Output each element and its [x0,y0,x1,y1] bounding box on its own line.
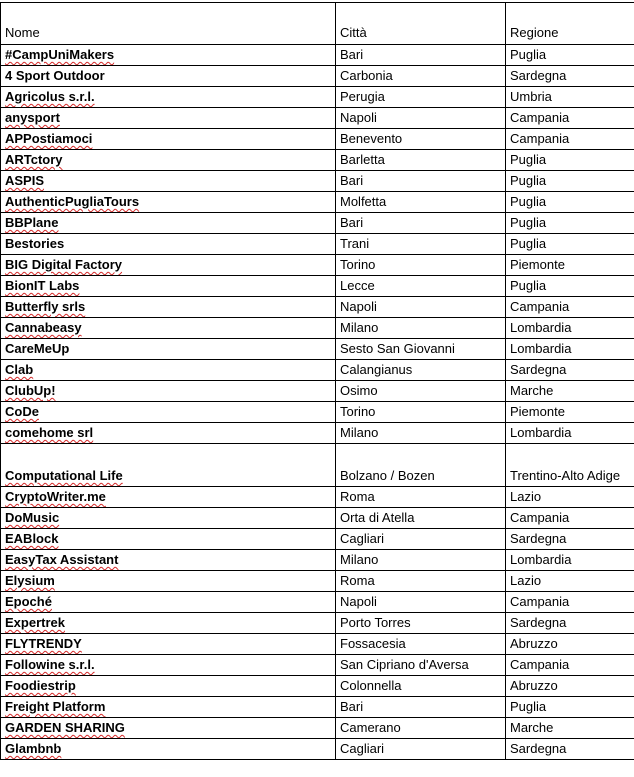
nome-text: 4 Sport Outdoor [5,68,105,83]
nome-text: BBPlane [5,215,59,230]
cell-regione: Sardegna [506,739,634,760]
nome-text: FLYTRENDY [5,636,82,651]
cell-nome [1,613,336,634]
cell-regione: Sardegna [506,613,634,634]
cell-regione: Campania [506,108,634,129]
cell-nome [1,571,336,592]
table-row [1,255,634,276]
cell-regione: Campania [506,297,634,318]
nome-text: AuthenticPugliaTours [5,194,140,209]
cell-citta: Bari [336,213,506,234]
table-row [1,697,634,718]
cell-citta: Carbonia [336,66,506,87]
cell-citta: Molfetta [336,192,506,213]
cell-citta: Benevento [336,129,506,150]
nome-text: Glambnb [5,741,62,756]
header-row [1,3,634,45]
cell-nome [1,45,336,66]
cell-citta: Milano [336,550,506,571]
cell-citta: Fossacesia [336,634,506,655]
cell-citta: Cagliari [336,529,506,550]
cell-regione: Puglia [506,234,634,255]
nome-text: Bestories [5,236,65,251]
cell-citta: Bari [336,45,506,66]
header-regione: Regione [506,3,634,45]
nome-text: ASPIS [5,173,45,188]
nome-text: EasyTax Assistant [5,552,119,567]
cell-regione: Lombardia [506,550,634,571]
cell-citta: Cagliari [336,739,506,760]
table-row [1,171,634,192]
table-row [1,676,634,697]
cell-citta: Torino [336,402,506,423]
cell-nome [1,234,336,255]
cell-nome [1,87,336,108]
table-row [1,739,634,760]
nome-text: Foodiestrip [5,678,76,693]
table-row [1,87,634,108]
table-row [1,297,634,318]
cell-citta: Orta di Atella [336,508,506,529]
cell-nome [1,318,336,339]
cell-nome [1,213,336,234]
cell-citta: Calangianus [336,360,506,381]
nome-text: GARDEN SHARING [5,720,125,735]
cell-nome [1,487,336,508]
cell-nome [1,402,336,423]
table-row [1,276,634,297]
cell-citta: Sesto San Giovanni [336,339,506,360]
table-row [1,529,634,550]
nome-text: comehome srl [5,425,94,440]
cell-citta: Perugia [336,87,506,108]
cell-nome [1,508,336,529]
cell-regione: Trentino-Alto Adige [506,444,634,487]
cell-nome [1,297,336,318]
table-row [1,381,634,402]
cell-regione: Lombardia [506,318,634,339]
cell-regione: Lombardia [506,423,634,444]
table-row [1,487,634,508]
nome-text: CareMeUp [5,341,70,356]
cell-regione: Piemonte [506,402,634,423]
cell-nome [1,718,336,739]
cell-nome [1,381,336,402]
cell-nome [1,697,336,718]
nome-text: Cannabeasy [5,320,82,335]
cell-regione: Sardegna [506,360,634,381]
cell-nome [1,360,336,381]
cell-nome [1,276,336,297]
cell-regione: Campania [506,508,634,529]
cell-nome [1,550,336,571]
cell-citta: Trani [336,234,506,255]
cell-regione: Sardegna [506,529,634,550]
table-row [1,339,634,360]
nome-text: Agricolus s.r.l. [5,89,95,104]
table-row [1,444,634,487]
nome-text: BIG Digital Factory [5,257,123,272]
cell-regione: Sardegna [506,66,634,87]
table-row [1,571,634,592]
nome-text: ClubUp! [5,383,56,398]
cell-nome [1,592,336,613]
header-citta: Città [336,3,506,45]
cell-regione: Puglia [506,150,634,171]
nome-text: Computational Life [5,468,123,483]
table-row [1,634,634,655]
table-row [1,613,634,634]
cell-regione: Campania [506,592,634,613]
cell-citta: Colonnella [336,676,506,697]
cell-nome [1,255,336,276]
cell-regione: Lazio [506,487,634,508]
cell-regione: Puglia [506,192,634,213]
cell-regione: Abruzzo [506,634,634,655]
nome-text: #CampUniMakers [5,47,115,62]
cell-nome [1,444,336,487]
startup-table [0,2,634,760]
nome-text: APPostiamoci [5,131,93,146]
nome-text: EABlock [5,531,59,546]
cell-citta: Lecce [336,276,506,297]
nome-text: Butterfly srls [5,299,86,314]
cell-nome [1,676,336,697]
cell-citta: Bolzano / Bozen [336,444,506,487]
table-row [1,655,634,676]
nome-text: Followine s.r.l. [5,657,95,672]
cell-nome [1,192,336,213]
cell-nome [1,339,336,360]
cell-regione: Umbria [506,87,634,108]
table-row [1,150,634,171]
table-row [1,718,634,739]
cell-citta: Porto Torres [336,613,506,634]
cell-citta: Roma [336,487,506,508]
cell-nome [1,739,336,760]
cell-citta: San Cipriano d'Aversa [336,655,506,676]
nome-text: BionIT Labs [5,278,80,293]
cell-regione: Abruzzo [506,676,634,697]
cell-nome [1,423,336,444]
cell-nome [1,655,336,676]
table-row [1,423,634,444]
cell-nome [1,171,336,192]
table-row [1,45,634,66]
cell-regione: Piemonte [506,255,634,276]
table-row [1,402,634,423]
cell-citta: Barletta [336,150,506,171]
cell-nome [1,634,336,655]
cell-regione: Puglia [506,171,634,192]
cell-citta: Bari [336,697,506,718]
cell-nome [1,529,336,550]
cell-citta: Milano [336,318,506,339]
cell-nome [1,66,336,87]
header-nome: Nome [1,3,336,45]
cell-citta: Napoli [336,297,506,318]
cell-citta: Torino [336,255,506,276]
cell-citta: Milano [336,423,506,444]
nome-text: anysport [5,110,60,125]
table-row [1,192,634,213]
cell-regione: Marche [506,718,634,739]
cell-nome [1,150,336,171]
cell-regione: Puglia [506,45,634,66]
cell-citta: Osimo [336,381,506,402]
table-row [1,508,634,529]
cell-nome [1,108,336,129]
nome-text: Freight Platform [5,699,106,714]
cell-regione: Puglia [506,276,634,297]
nome-text: Elysium [5,573,55,588]
cell-nome [1,129,336,150]
table-row [1,213,634,234]
cell-citta: Napoli [336,592,506,613]
table-row [1,234,634,255]
cell-regione: Lazio [506,571,634,592]
cell-regione: Marche [506,381,634,402]
nome-text: Epoché [5,594,52,609]
cell-regione: Campania [506,129,634,150]
table-row [1,108,634,129]
table-row [1,318,634,339]
table-row [1,360,634,381]
cell-regione: Campania [506,655,634,676]
nome-text: CoDe [5,404,39,419]
nome-text: Expertrek [5,615,65,630]
cell-regione: Puglia [506,697,634,718]
cell-citta: Napoli [336,108,506,129]
table-row [1,129,634,150]
cell-regione: Lombardia [506,339,634,360]
cell-citta: Roma [336,571,506,592]
nome-text: DoMusic [5,510,60,525]
table-row [1,592,634,613]
nome-text: ARTctory [5,152,63,167]
nome-text: Clab [5,362,34,377]
table-row [1,550,634,571]
cell-citta: Camerano [336,718,506,739]
cell-citta: Bari [336,171,506,192]
table-row [1,66,634,87]
nome-text: CryptoWriter.me [5,489,106,504]
cell-regione: Puglia [506,213,634,234]
